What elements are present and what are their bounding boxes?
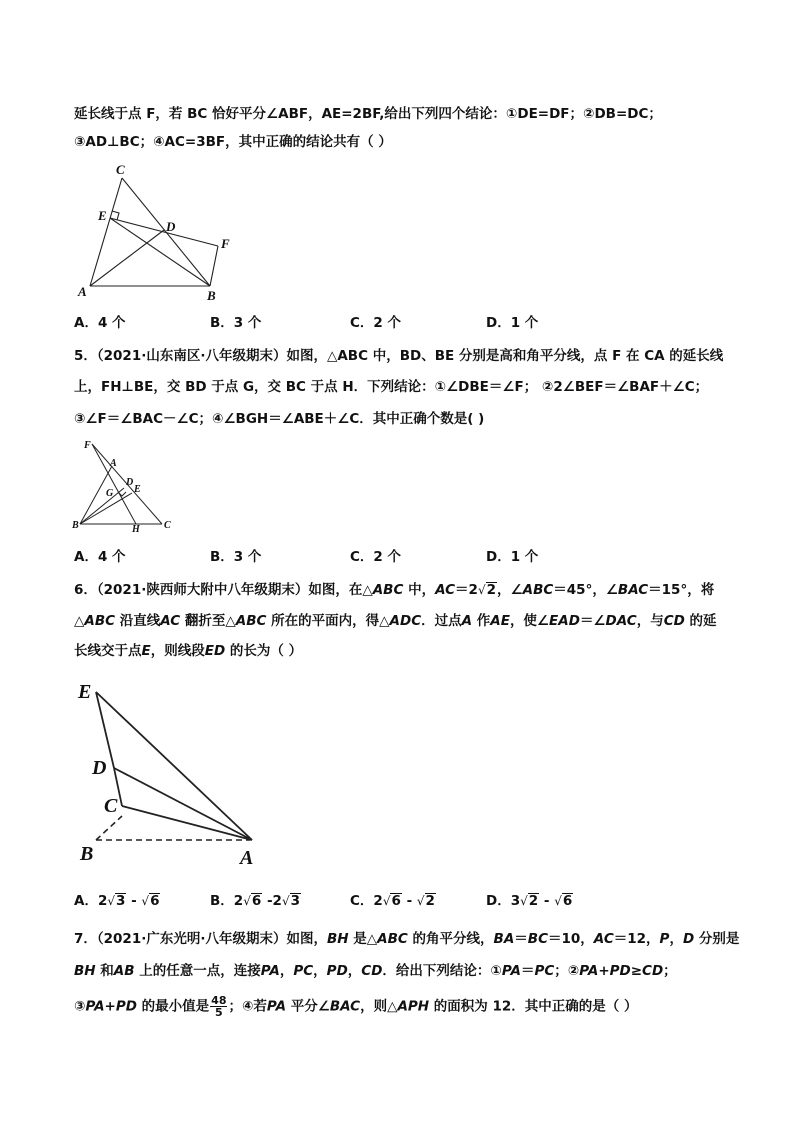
q7-fraction: $\frac{48}{5}$	[211, 994, 227, 1019]
q4-seg-BE	[110, 218, 210, 286]
q5-choice-a[interactable]: A．4 个	[74, 549, 126, 565]
q6-label-D: D	[92, 757, 107, 779]
q6-seg-CA	[122, 806, 252, 840]
q5-label-D: D	[126, 477, 134, 488]
q5-label-F: F	[84, 440, 91, 451]
q4-seg-BF	[210, 246, 218, 286]
q4-label-D: D	[166, 219, 176, 234]
q6-choice-d[interactable]: D．3√2 - √6	[486, 893, 573, 909]
q4-seg-AC	[90, 178, 122, 286]
q4-choice-a[interactable]: A．4 个	[74, 315, 126, 331]
q6-choices	[74, 891, 694, 911]
q4-label-F: F	[221, 236, 230, 251]
q6-choice-b[interactable]: B．2√6 -2√3	[210, 893, 301, 909]
q5-choice-b[interactable]: B．3 个	[210, 549, 262, 565]
q6-label-B: B	[80, 843, 94, 865]
q6-label-A: A	[240, 847, 254, 869]
q5-label-C: C	[164, 520, 171, 531]
q4-label-B: B	[207, 288, 216, 303]
q6-stem-line2: △ABC 沿直线AC 翻折至△ABC 所在的平面内，得△ADC．过点A 作AE，使∠EAD＝∠DAC，与CD 的延	[74, 613, 717, 629]
q5-choice-d[interactable]: D．1 个	[486, 549, 539, 565]
q5-stem-line1: 5．（2021·山东南区·八年级期末）如图，△ABC 中，BD、BE 分别是高和角平分线，点 F 在 CA 的延长线	[74, 348, 724, 364]
q4-figure	[70, 158, 250, 303]
q5-seg-BD	[80, 488, 124, 524]
q5-choice-c[interactable]: C．2 个	[350, 549, 402, 565]
q5-label-B: B	[72, 520, 79, 531]
q4-label-C: C	[116, 162, 125, 177]
q6-choice-c[interactable]: C．2√6 - √2	[350, 893, 435, 909]
q6-stem-line3: 长线交于点E，则线段ED 的长为（ ）	[74, 643, 303, 659]
q5-stem-line2: 上，FH⊥BE，交 BD 于点 G，交 BC 于点 H．下列结论：①∠DBE＝∠F； ②2∠BEF＝∠BAF＋∠C；	[74, 379, 709, 395]
q6-stem-line1: 6．（2021·陕西师大附中八年级期末）如图，在△ABC 中，AC＝2√2，∠ABC＝45°，∠BAC＝15°，将	[74, 582, 715, 598]
q4-seg-EF	[110, 218, 218, 246]
q7-stem-line2: BH 和AB 上的任意一点，连接PA，PC，PD，CD．给出下列结论：①PA＝PC；②PA+PD≥CD；	[74, 963, 677, 979]
q6-figure	[72, 676, 272, 872]
q4-choice-d[interactable]: D．1 个	[486, 315, 539, 331]
q6-seg-DA	[114, 768, 252, 840]
q6-seg-BC	[96, 816, 122, 840]
q7-stem-line3: ③PA+PD 的最小值是 $\frac{48}{5}$ ；④若PA 平分∠BAC，则△APH 的面积为 12．其中正确的是（ ）	[74, 994, 638, 1019]
q4-choice-c[interactable]: C．2 个	[350, 315, 402, 331]
q4-label-E: E	[98, 208, 107, 223]
q4-choice-b[interactable]: B．3 个	[210, 315, 262, 331]
q4-seg-AD	[90, 230, 164, 286]
q5-label-A: A	[110, 458, 117, 469]
q6-label-C: C	[104, 795, 118, 817]
q5-stem-line3: ③∠F＝∠BAC－∠C；④∠BGH＝∠ABE＋∠C．其中正确个数是( )	[74, 411, 485, 427]
q5-figure	[68, 436, 178, 532]
q5-label-G: G	[106, 488, 114, 499]
q5-label-E: E	[134, 484, 141, 495]
q4-choices	[74, 313, 694, 333]
q6-choice-a[interactable]: A．2√3 - √6	[74, 893, 160, 909]
q4-stem-line2: ③AD⊥BC；④AC=3BF，其中正确的结论共有（ ）	[74, 134, 392, 150]
q4-stem-line1: 延长线于点 F，若 BC 恰好平分∠ABF，AE=2BF,给出下列四个结论：①DE=DF；②DB=DC；	[74, 106, 662, 122]
q6-label-E: E	[78, 681, 92, 703]
q4-label-A: A	[78, 284, 87, 299]
q5-choices	[74, 547, 694, 567]
q7-stem-line1: 7．（2021·广东光明·八年级期末）如图，BH 是△ABC 的角平分线，BA＝BC＝10，AC＝12，P，D 分别是	[74, 931, 740, 947]
q5-label-H: H	[132, 524, 140, 532]
